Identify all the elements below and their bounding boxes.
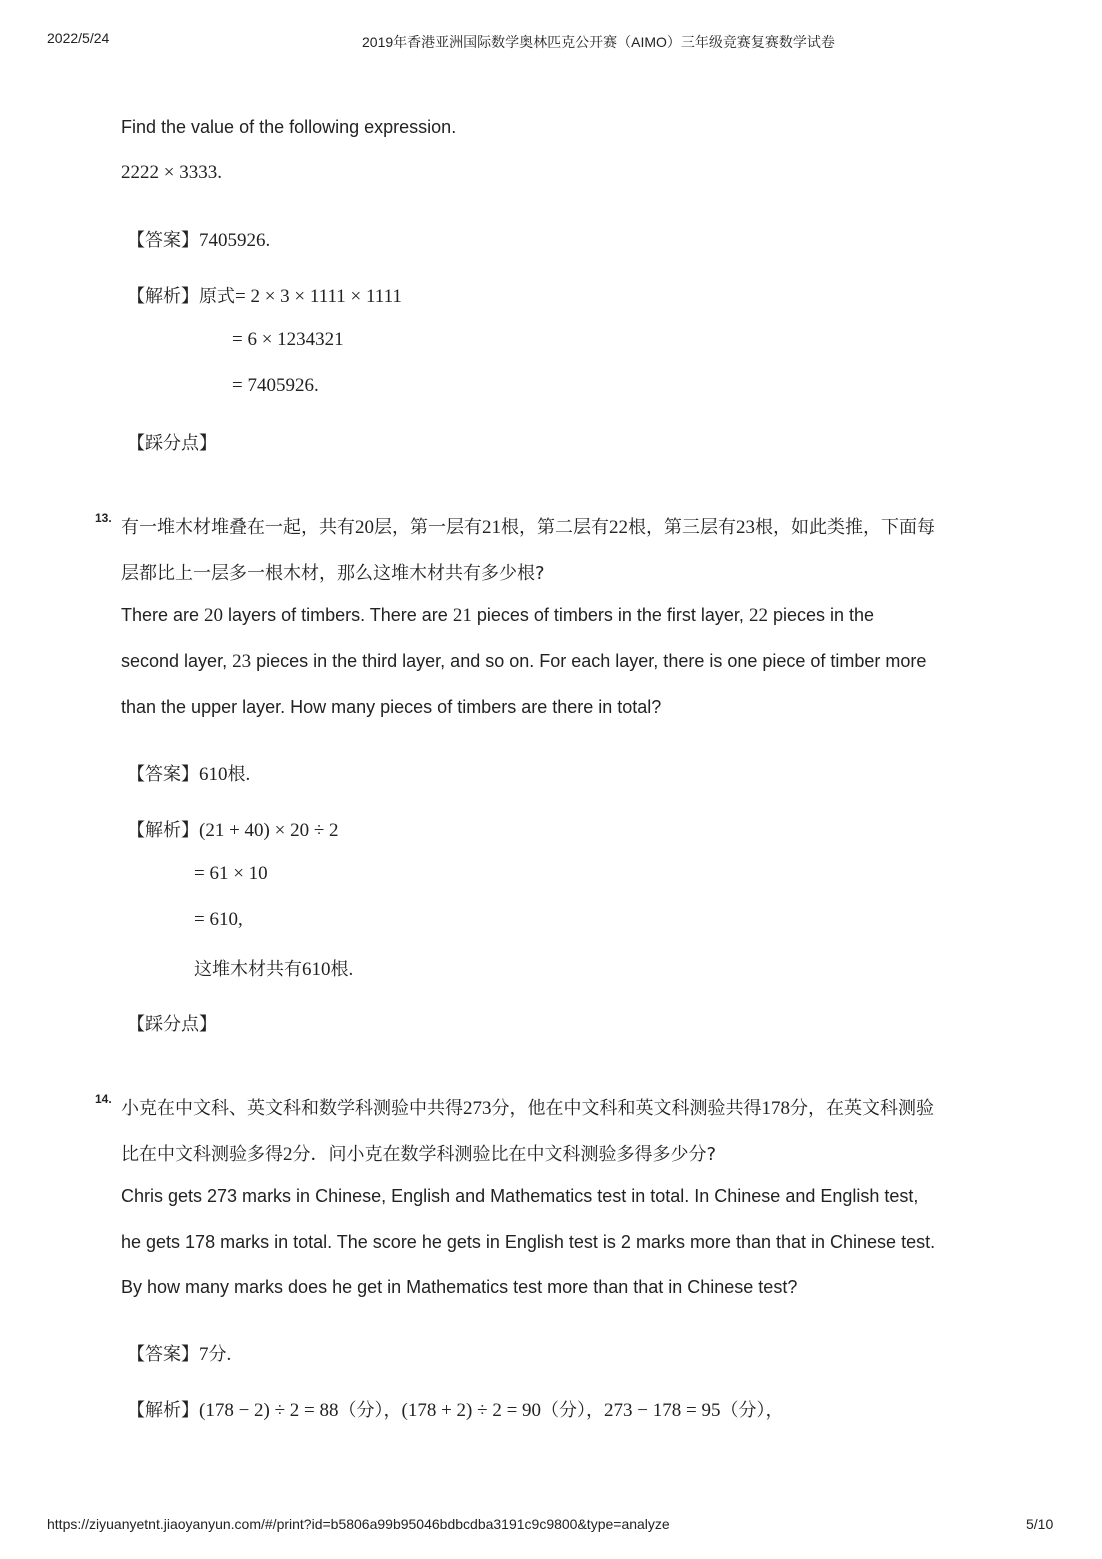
q13-number: 13. [95, 511, 112, 525]
answer-label: 【答案】 [127, 230, 199, 251]
answer-value: 7405926 [199, 230, 266, 251]
q13-answer: 【答案】610根. [127, 764, 251, 785]
q12-points-label: 【踩分点】 [127, 433, 217, 454]
analysis-label: 【解析】 [127, 1400, 199, 1421]
q12-prompt: Find the value of the following expression. [121, 117, 457, 137]
analysis-label: 【解析】 [127, 820, 199, 841]
q12-step3: = 7405926. [232, 375, 319, 396]
q13-cn-line2: 层都比上一层多一根木材，那么这堆木材共有多少根? [121, 563, 545, 584]
q14-en-line2: he gets 178 marks in total. The score he gets in English test is 2 marks more than that in Chinese test. [121, 1232, 936, 1252]
q13-points-label: 【踩分点】 [127, 1014, 217, 1035]
page-number: 5/10 [1026, 1516, 1054, 1532]
q14-cn-line1: 小克在中文科、英文科和数学科测验中共得273分，他在中文科和英文科测验共得178分，在英文科测验 [121, 1098, 934, 1119]
q14-number: 14. [95, 1092, 112, 1106]
answer-label: 【答案】 [127, 1344, 199, 1365]
q14-en-line1: Chris gets 273 marks in Chinese, English and Mathematics test in total. In Chinese and English test, [121, 1186, 919, 1206]
q13-cn-line1: 有一堆木材堆叠在一起，共有20层，第一层有21根，第二层有22根，第三层有23根，如此类推，下面每 [121, 517, 935, 538]
q12-analysis: 【解析】原式= 2 × 3 × 1111 × 1111 [127, 286, 402, 307]
analysis-label: 【解析】 [127, 286, 199, 307]
q13-en-line1: There are 20 layers of timbers. There are 21 pieces of timbers in the first layer, 22 pieces in the [121, 605, 875, 626]
q13-step2: = 610, [194, 909, 243, 930]
page-url: https://ziyuanyetnt.jiaoyanyun.com/#/print?id=b5806a99b95046bdbcdba3191c9c9800&type=analyze [47, 1516, 670, 1532]
q14-cn-line2: 比在中文科测验多得2分．问小克在数学科测验比在中文科测验多得多少分? [121, 1144, 717, 1165]
q12-answer: 【答案】7405926. [127, 230, 271, 251]
print-date: 2022/5/24 [47, 30, 110, 46]
q14-analysis: 【解析】(178 − 2) ÷ 2 = 88（分），(178 + 2) ÷ 2 = 90（分），273 − 178 = 95（分）， [127, 1400, 784, 1421]
q13-conclusion: 这堆木材共有610根. [194, 959, 354, 980]
answer-label: 【答案】 [127, 764, 199, 785]
q13-step1: = 61 × 10 [194, 863, 268, 884]
q12-expression: 2222 × 3333. [121, 162, 222, 183]
q13-en-line2: second layer, 23 pieces in the third layer, and so on. For each layer, there is one piece of timber more [121, 651, 927, 672]
q14-en-line3: By how many marks does he get in Mathematics test more than that in Chinese test? [121, 1277, 798, 1297]
q14-answer: 【答案】7分. [127, 1344, 232, 1365]
q13-en-line3: than the upper layer. How many pieces of timbers are there in total? [121, 697, 662, 717]
document-title: 2019年香港亚洲国际数学奥林匹克公开赛（AIMO）三年级竞赛复赛数学试卷 [362, 34, 835, 50]
q12-step2: = 6 × 1234321 [232, 329, 344, 350]
q13-analysis: 【解析】(21 + 40) × 20 ÷ 2 [127, 820, 339, 841]
